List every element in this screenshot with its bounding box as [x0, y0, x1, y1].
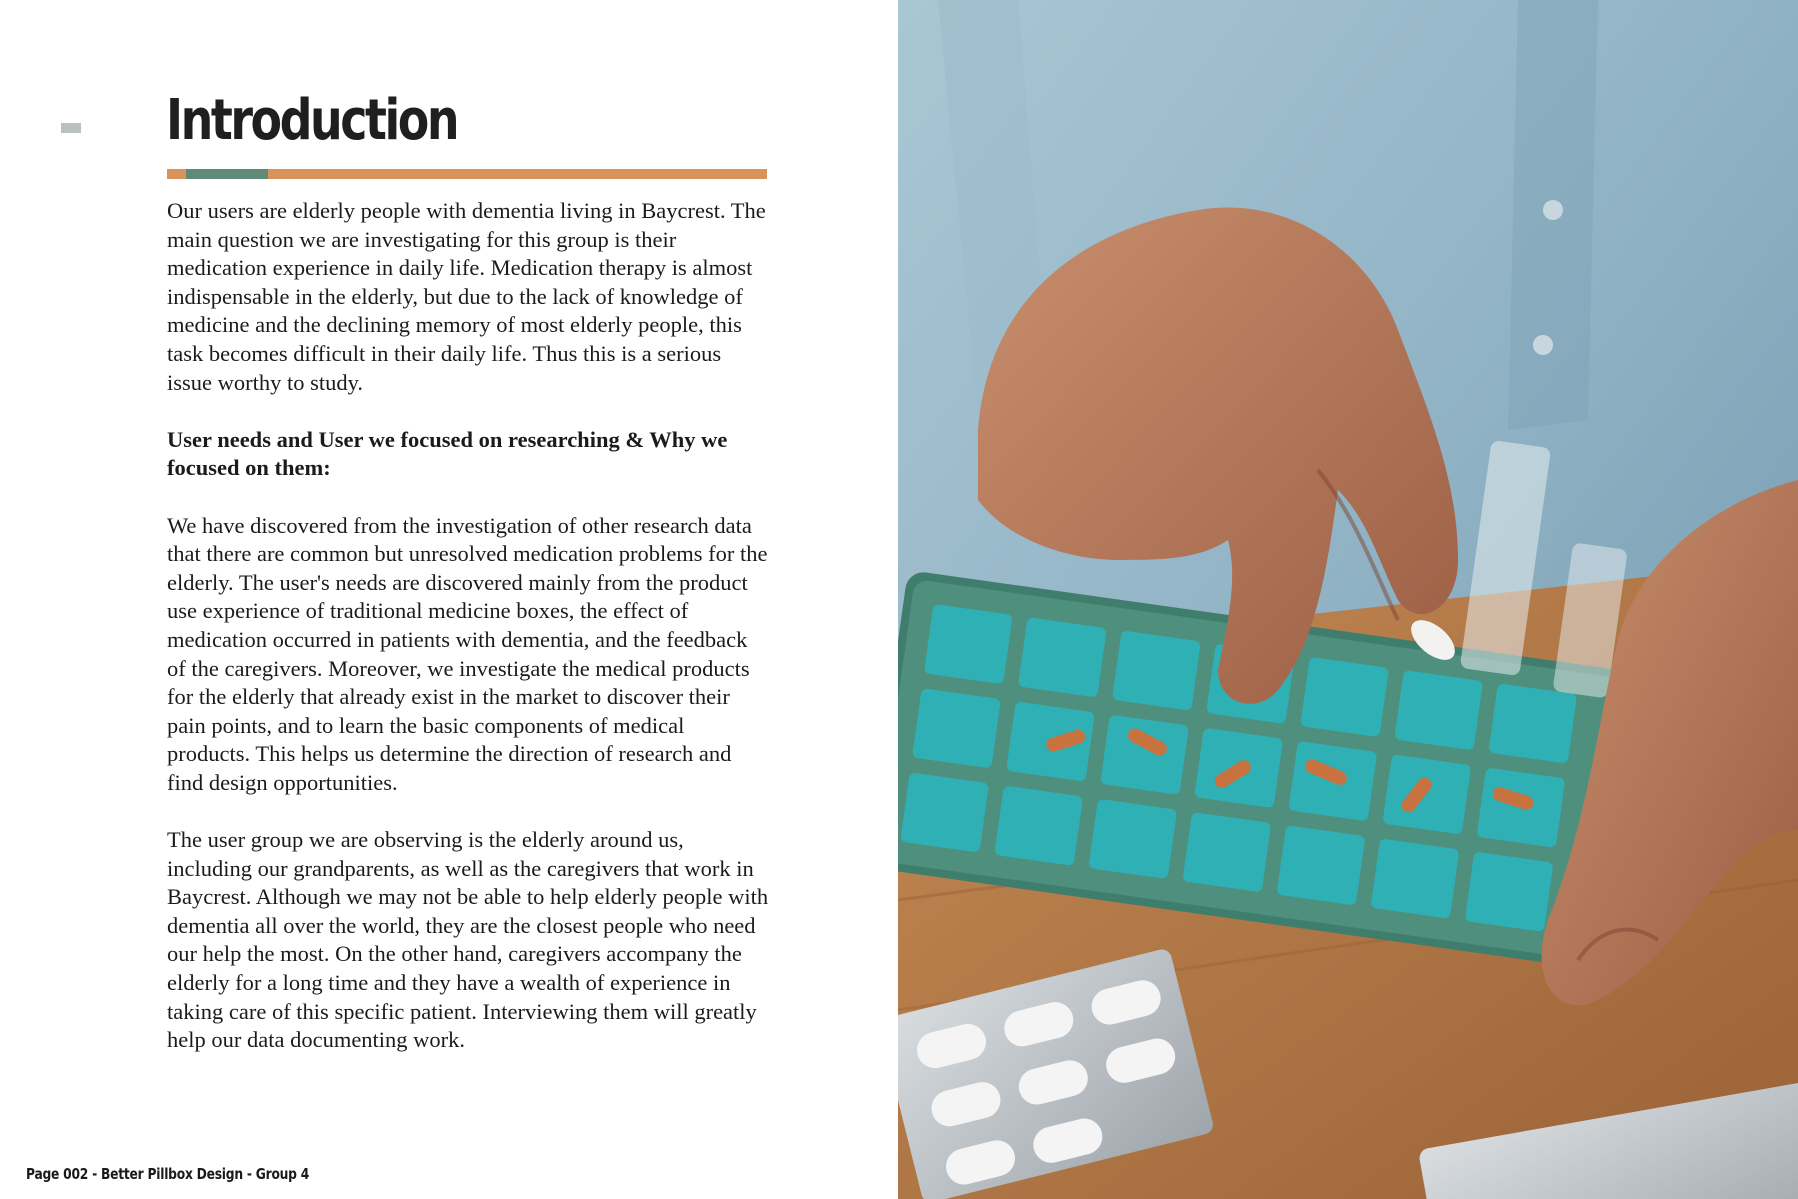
page-title: Introduction — [166, 88, 458, 153]
page-footer: Page 002 - Better Pillbox Design - Group 4 — [26, 1165, 310, 1183]
body-text — [167, 197, 769, 1083]
intro-paragraph: Our users are elderly people with dementia living in Baycrest. The main question we are investigating for this group is their medication experience in daily life. Medication therapy is almost indispensable in the elderly, but due to the lack of knowledge of medicine and the declining memory of most elderly people, this task becomes difficult in their daily life. Thus this is a serious issue worthy to study. — [167, 198, 766, 395]
text-page — [0, 0, 898, 1199]
photo-elderly-hands-pillbox-icon — [898, 0, 1798, 1199]
section-subheading: User needs and User we focused on researching & Why we focused on them: — [167, 426, 728, 481]
user-group-paragraph: The user group we are observing is the elderly around us, including our grandparents, as well as the caregivers that work in Baycrest. Although we may not be able to help elderly people with dementia all over the world, they are the closest people who need our help the most. On the other hand, caregivers accompany the elderly for a long time and they have a wealth of experience in taking care of this specific patient. Interviewing them will greatly help our data documenting work. — [167, 827, 769, 1053]
user-needs-paragraph: We have discovered from the investigation of other research data that there are common but unresolved medication problems for the elderly. The user's needs are discovered mainly from the product use experience of traditional medicine boxes, the effect of medication occurred in patients with dementia, and the feedback of the caregivers. Moreover, we investigate the medical products for the elderly that already exist in the market to discover their pain points, and to learn the basic components of medical products. This helps us determine the direction of research and find design opportunities. — [167, 512, 768, 795]
title-rule-accent — [186, 169, 268, 179]
title-rule — [167, 169, 767, 179]
side-marker — [61, 123, 81, 133]
